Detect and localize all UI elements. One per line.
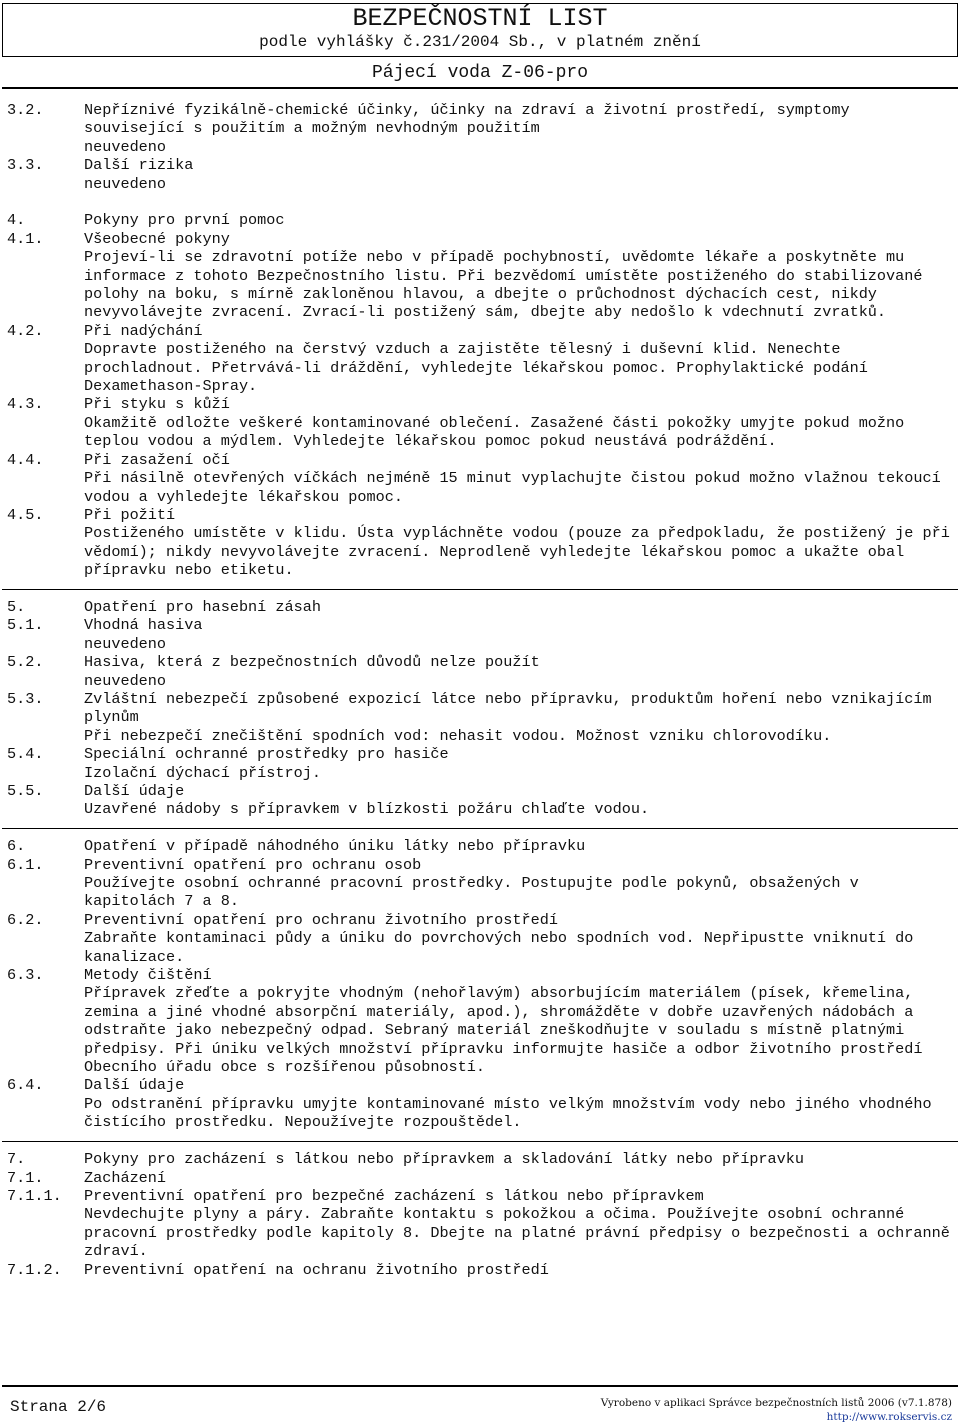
section-heading: Při nadýchání [84,321,203,340]
section-text: Po odstranění přípravku umyjte kontaminované místo velkým množstvím vody nebo jiného vhodného čistícího prostředku. Nepoužívejte rozpouštědel. [84,1094,941,1132]
section-heading: Při styku s kůží [84,395,230,414]
section-number: 6. [7,837,26,856]
section-text-row [7,874,953,911]
section-number: 6.4. [7,1076,44,1095]
section-heading-row [7,616,953,634]
section-text: Postiženého umístěte v klidu. Ústa vypláchněte vodou (pouze za předpokladu, že postižený je při vědomí); nikdy nevyvolávejte zvracení. Neprodleně vyhledejte lékařskou pomoc a ukažte obal přípravku nebo etiketu. [84,524,959,580]
section-heading-row [7,911,953,929]
section-heading-row [7,856,953,874]
section-number [7,929,84,966]
section-number: 6.1. [7,855,44,874]
section-heading: Preventivní opatření pro ochranu osob [84,855,422,874]
section-number: 3.3. [7,156,44,175]
section-heading: Zvláštní nebezpečí způsobené expozicí látce nebo přípravku, produktům hoření nebo vznikajícím plynům [84,689,941,727]
section-number: 5.5. [7,782,44,800]
section-heading-row [7,1261,953,1279]
section-text-row [7,727,953,745]
section-heading: Zacházení [84,1168,167,1187]
section-number [7,727,84,745]
section-heading-row [7,745,953,763]
section-heading: Pokyny pro první pomoc [84,211,285,230]
section-heading-row [7,1169,953,1187]
section-gap [7,819,953,837]
section-text-row [7,248,953,322]
section-text-row [7,524,959,580]
section-heading: Preventivní opatření pro ochranu životního prostředí [84,910,558,929]
section-heading: Při požití [84,505,176,524]
section-heading-row [7,156,953,174]
section-number [7,248,84,322]
section-text-row [7,929,953,966]
section-text: Projeví-li se zdravotní potíže nebo v případě pochybností, uvědomte lékaře a poskytněte mu informace z tohoto Bezpečnostního listu. Při bezvědomí umístěte postiženého do stabilizované polohy na boku, s mírně zakloněnou hlavou, a dbejte o průchodnost dýchacích cest, nikdy nevyvolávejte zvracení. Zvrací-li postižený sám, dbejte aby nedošlo k vdechnutí zvratků. [84,248,932,322]
section-heading: Opatření pro hasební zásah [84,597,321,616]
page-number: Strana 2/6 [10,1398,107,1416]
section-heading: Pokyny pro zacházení s látkou nebo přípravkem a skladování látky nebo přípravku [84,1150,805,1169]
section-text: Dopravte postiženého na čerstvý vzduch a zajistěte tělesný i duševní klid. Nenechte prochladnout. Přetrvává-li dráždění, vyhledejte lékařskou pomoc. Prophylaktické podání Dexamethason-Spray. [84,340,877,396]
section-divider [2,589,958,590]
section-text-row [7,672,953,690]
product-name: Pájecí voda Z-06-pro [371,63,589,83]
section-number: 7.1. [7,1168,44,1187]
section-text: Nevdechujte plyny a páry. Zabraňte kontaktu s pokožkou a očima. Používejte osobní ochranné pracovní prostředky podle kapitoly 8. Dbejte na platné právní předpisy o bezpečnosti a ochranně zdraví. [84,1205,959,1261]
section-heading: Další údaje [84,782,185,800]
section-heading: Speciální ochranné prostředky pro hasiče [84,745,449,764]
section-number: 5. [7,597,26,616]
section-heading-row [7,211,953,229]
section-heading: Při zasažení očí [84,450,230,469]
section-number [7,1205,84,1260]
section-number [7,414,84,451]
section-heading-row [7,598,953,616]
section-heading-row [7,690,953,727]
section-number: 4. [7,211,26,230]
section-text-row [7,340,953,395]
section-number [7,1095,84,1132]
section-text: Při nebezpečí znečištění spodních vod: nehasit vodou. Možnost vzniku chlorovodíku. [84,726,832,745]
section-heading: Další údaje [84,1076,185,1095]
section-text: Zabraňte kontaminaci půdy a úniku do povrchových nebo spodních vod. Nepřipustte vniknutí do kanalizace. [84,929,923,966]
section-number: 5.1. [7,616,44,635]
section-number [7,175,84,193]
section-text-row [7,984,953,1076]
section-text: neuvedeno [84,174,167,193]
document-title: BEZPEČNOSTNÍ LIST [352,4,608,33]
section-text-row [7,635,953,653]
section-number: 4.4. [7,450,44,469]
section-number: 4.3. [7,395,44,414]
section-number [7,800,84,818]
section-divider [2,828,958,829]
section-heading: Další rizika [84,156,194,175]
section-heading-row [7,653,953,671]
section-number [7,874,84,911]
section-divider [2,1141,958,1142]
section-text-row [7,800,953,818]
header-divider [2,87,958,89]
section-text: neuvedeno [84,671,167,690]
section-number: 3.2. [7,101,44,119]
section-text: Používejte osobní ochranné pracovní prostředky. Postupujte podle pokynů, obsažených v kapitolách 7 a 8. [84,874,868,911]
section-heading: Preventivní opatření pro bezpečné zacházení s látkou nebo přípravkem [84,1186,704,1205]
section-number [7,672,84,690]
section-text: neuvedeno [84,634,167,653]
footer-credits [601,1396,952,1424]
section-heading-row [7,837,953,855]
section-heading: Metody čištění [84,966,212,985]
section-heading: Vhodná hasiva [84,616,203,635]
section-number: 4.2. [7,321,44,340]
section-heading-row [7,451,953,469]
section-number: 7. [7,1150,26,1169]
section-gap [7,193,953,211]
section-text-row [7,1095,953,1132]
section-gap [7,1132,953,1150]
section-number: 5.2. [7,653,44,672]
section-text: Izolační dýchací přístroj. [84,763,321,782]
section-text-row [7,764,953,782]
section-heading: Preventivní opatření na ochranu životního prostředí [84,1260,549,1279]
section-number: 6.3. [7,966,44,985]
section-text-row [7,414,953,451]
section-heading-row [7,782,953,800]
section-number [7,635,84,653]
section-text: neuvedeno [84,137,167,156]
generator-note: Vyrobeno v aplikaci Správce bezpečnostních listů 2006 (v7.1.878) [600,1397,952,1409]
section-number: 6.2. [7,910,44,929]
section-heading: Opatření v případě náhodného úniku látky nebo přípravku [84,837,586,856]
footer-divider [2,1385,958,1387]
section-text: Okamžitě odložte veškeré kontaminované oblečení. Zasažené části pokožky umyjte pokud možno teplou vodou a mýdlem. Vyhledejte lékařskou pomoc pokud neustává podráždění. [84,413,914,451]
section-number: 7.1.2. [7,1260,62,1279]
section-number: 4.5. [7,505,44,524]
section-heading-row [7,966,953,984]
section-number: 5.4. [7,745,44,764]
section-text-row [7,138,953,156]
section-heading: Hasiva, která z bezpečnostních důvodů nelze použít [84,653,540,672]
document-body [7,101,959,1279]
section-text: Uzavřené nádoby s přípravkem v blízkosti požáru chlaďte vodou. [84,800,650,819]
section-number [7,469,84,506]
section-heading-row [7,506,953,524]
document-subtitle: podle vyhlášky č.231/2004 Sb., v platném znění [259,33,701,51]
section-heading-row [7,322,953,340]
footer-link[interactable]: http://www.rokservis.cz [826,1411,952,1423]
section-text-row [7,1205,959,1261]
section-heading-row [7,395,953,413]
section-text-row [7,469,953,506]
section-number [7,984,84,1076]
section-number [7,524,84,579]
section-number [7,138,84,156]
section-heading-row [7,1150,953,1168]
section-heading: Všeobecné pokyny [84,229,230,248]
section-text: Při násilně otevřených víčkách nejméně 15 minut vyplachujte čistou pokud možno vlažnou tekoucí vodou a vyhledejte lékařskou pomoc. [84,469,950,506]
section-heading-row [7,1076,953,1094]
section-number: 7.1.1. [7,1186,62,1205]
section-heading: Nepříznivé fyzikálně-chemické účinky, účinky na zdraví a životní prostředí, symptomy související s použitím a možným nevhodným použitím [84,101,859,138]
section-text: Přípravek zřeďte a pokryjte vhodným (nehořlavým) absorbujícím materiálem (písek, křemelina, zemina a jiné vhodné absorpční materiály, apod.), shromážděte v dobře uzavřených nádobách a odstraňte jako nebezpečný odpad. Sebraný materiál zneškodňujte v souladu s místně platnými předpisy. Při úniku velkých množství přípravku informujte hasiče a odbor životního prostředí Obecního úřadu obce s rozšířenou působností. [84,984,932,1077]
section-heading-row [7,101,953,138]
section-heading-row [7,230,953,248]
section-number [7,764,84,782]
section-number [7,340,84,395]
section-number: 4.1. [7,229,44,248]
section-text-row [7,175,953,193]
section-number: 5.3. [7,689,44,708]
section-gap [7,580,953,598]
section-heading-row [7,1187,953,1205]
